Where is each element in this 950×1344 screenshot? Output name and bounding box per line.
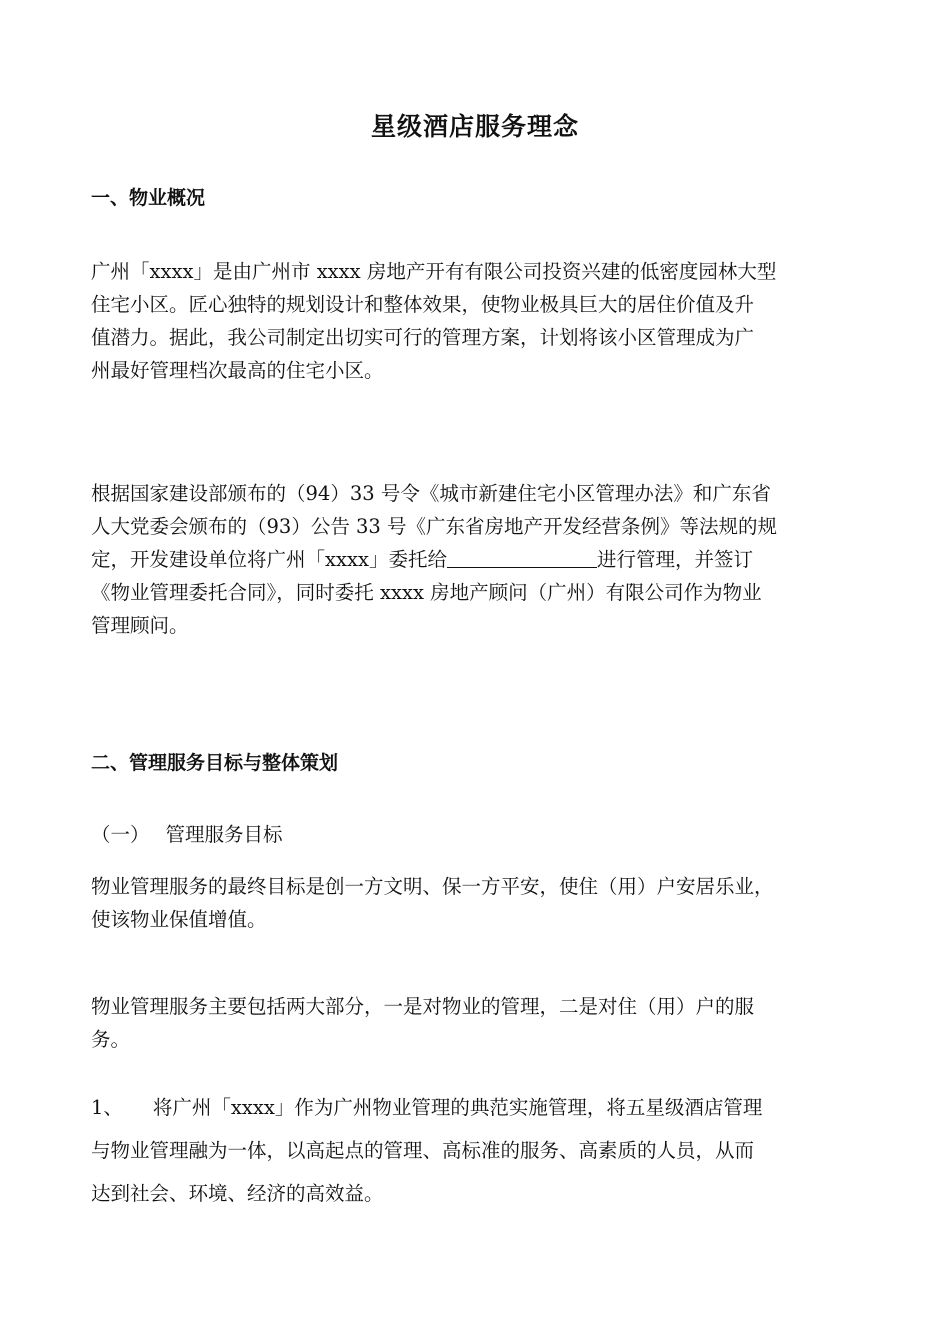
text-line: 人大党委会颁布的（93）公告 33 号《广东省房地产开发经营条例》等法规的规	[91, 515, 778, 538]
sub-heading-text: 管理服务目标	[165, 823, 283, 846]
text-line: 州最好管理档次最高的住宅小区。	[91, 359, 384, 382]
text-line: 广州「xxxx」是由广州市 xxxx 房地产开有有限公司投资兴建的低密度园林大型	[91, 260, 777, 283]
list-number: 1、	[91, 1096, 123, 1119]
text-line: 使该物业保值增值。	[91, 908, 267, 931]
text-line: 与物业管理融为一体，以高起点的管理、高标准的服务、高素质的人员，从而	[91, 1139, 755, 1162]
paragraph-two-parts	[91, 990, 861, 1056]
text-segment: 将广州「xxxx」作为广州物业管理的典范实施管理，将五星级酒店管理	[152, 1096, 763, 1119]
fill-in-blank	[447, 547, 597, 568]
text-line: 物业管理服务的最终目标是创一方文明、保一方平安，使住（用）户安居乐业，	[91, 875, 774, 898]
text-line: 根据国家建设部颁布的（94）33 号令《城市新建住宅小区管理办法》和广东省	[91, 482, 771, 505]
text-line: 务。	[91, 1028, 131, 1051]
text-line	[91, 1091, 861, 1124]
sub-heading-goals	[91, 820, 283, 850]
paragraph-goal	[91, 870, 861, 936]
text-line-with-blank	[91, 543, 861, 576]
text-line: 管理顾问。	[91, 614, 189, 637]
document-title: 星级酒店服务理念	[370, 112, 579, 141]
paragraph-overview	[91, 255, 861, 387]
text-line: 《物业管理委托合同》，同时委托 xxxx 房地产顾问（广州）有限公司作为物业	[91, 581, 762, 604]
text-line: 住宅小区。匠心独特的规划设计和整体效果，使物业极具巨大的居住价值及升	[91, 293, 755, 316]
text-segment: 定，开发建设单位将广州「xxxx」委托给	[91, 548, 447, 571]
list-item-1	[91, 1091, 861, 1210]
text-line: 值潜力。据此，我公司制定出切实可行的管理方案，计划将该小区管理成为广	[91, 326, 755, 349]
section-heading-goals: 二、管理服务目标与整体策划	[91, 752, 339, 774]
paragraph-regulations	[91, 477, 861, 642]
text-line: 达到社会、环境、经济的高效益。	[91, 1182, 384, 1205]
section-heading-overview: 一、物业概况	[91, 187, 206, 209]
text-line: 物业管理服务主要包括两大部分，一是对物业的管理，二是对住（用）户的服	[91, 995, 755, 1018]
sub-heading-number: （一）	[91, 823, 150, 846]
text-segment: 进行管理，并签订	[597, 548, 754, 571]
